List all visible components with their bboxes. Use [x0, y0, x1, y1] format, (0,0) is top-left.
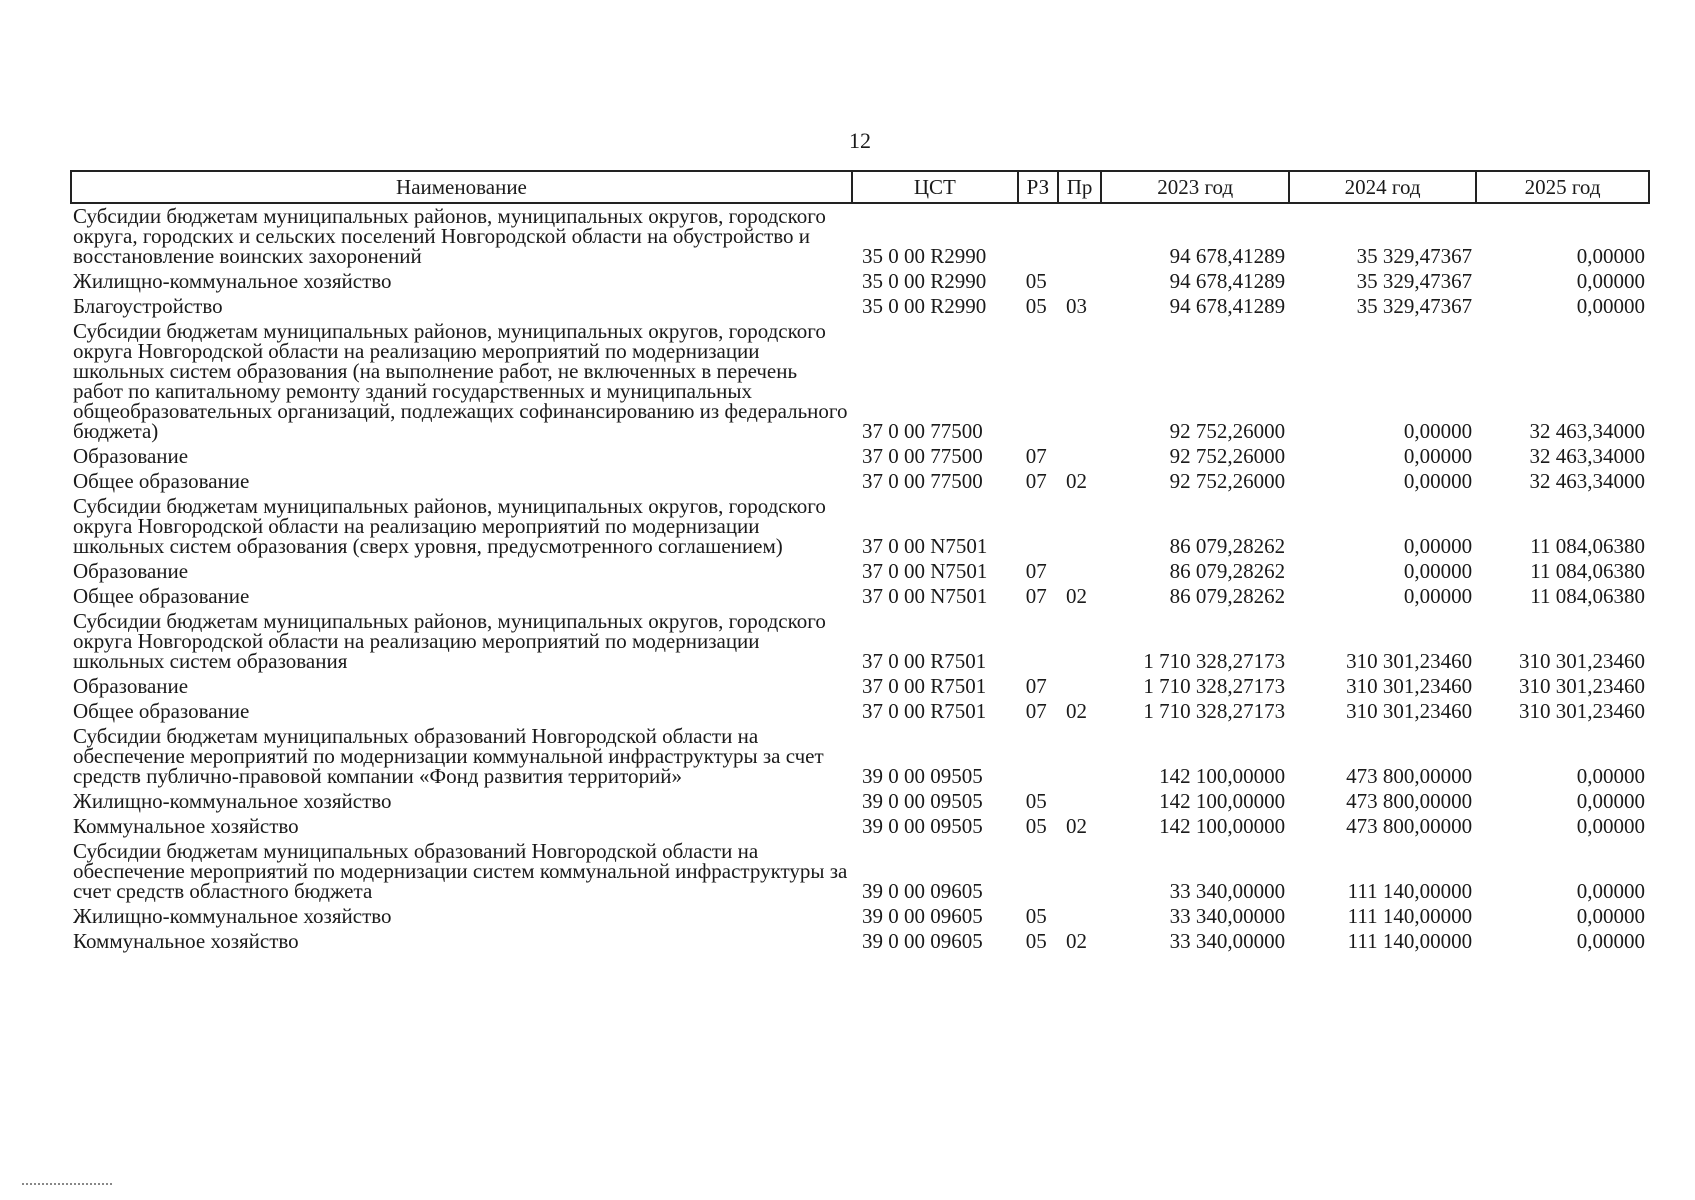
- cell-2023: 142 100,00000: [1159, 814, 1286, 838]
- cell-rz: 07: [1025, 699, 1047, 723]
- header-name: Наименование: [71, 171, 852, 203]
- cell-rz: 07: [1025, 444, 1047, 468]
- cell-rz: [1018, 724, 1058, 789]
- cell-2024: 0,00000: [1403, 469, 1473, 493]
- cell-pr: 02: [1065, 584, 1087, 608]
- cell-2024: 310 301,23460: [1346, 674, 1473, 698]
- cell-rz: 07: [1025, 584, 1047, 608]
- cell-2025: 32 463,34000: [1529, 419, 1645, 443]
- cell-pr: 03: [1065, 294, 1087, 318]
- cell-name: Жилищно-коммунальное хозяйство: [73, 904, 392, 928]
- table-row: [71, 674, 1649, 699]
- cell-2023: 1 710 328,27173: [1143, 649, 1286, 673]
- table-row: [71, 789, 1649, 814]
- cell-2025: 11 084,06380: [1530, 559, 1645, 583]
- table-row: [71, 203, 1649, 269]
- cell-rz: [1018, 839, 1058, 904]
- cell-cst: 35 0 00 R2990: [861, 244, 987, 268]
- cell-cst: 35 0 00 R2990: [861, 269, 987, 293]
- cell-name: Субсидии бюджетам муниципальных образований Новгородской области на обеспечение мероприятий по модернизации систем коммунальной инфраструктуры за счет средств областного бюджета: [73, 839, 848, 903]
- header-pr: Пр: [1058, 171, 1101, 203]
- cell-name: Образование: [73, 674, 189, 698]
- cell-rz: 07: [1025, 469, 1047, 493]
- table-row: [71, 319, 1649, 444]
- cell-pr: [1058, 904, 1101, 929]
- cell-pr: 02: [1065, 469, 1087, 493]
- cell-2025: 310 301,23460: [1519, 674, 1645, 698]
- cell-2024: 473 800,00000: [1346, 764, 1473, 788]
- cell-2024: 0,00000: [1403, 419, 1473, 443]
- cell-2025: 0,00000: [1576, 269, 1645, 293]
- cell-2023: 94 678,41289: [1169, 244, 1286, 268]
- cell-name: Образование: [73, 444, 189, 468]
- cell-2024: 0,00000: [1403, 534, 1473, 558]
- cell-pr: [1058, 444, 1101, 469]
- cell-pr: [1058, 724, 1101, 789]
- cell-2024: 310 301,23460: [1346, 699, 1473, 723]
- cell-rz: [1018, 609, 1058, 674]
- cell-name: Коммунальное хозяйство: [73, 929, 299, 953]
- cell-rz: 05: [1025, 269, 1047, 293]
- scan-artifact-line: [22, 1183, 112, 1185]
- cell-cst: 39 0 00 09505: [861, 789, 983, 813]
- cell-2025: 0,00000: [1576, 789, 1645, 813]
- cell-2025: 32 463,34000: [1529, 469, 1645, 493]
- cell-cst: 37 0 00 R7501: [861, 649, 987, 673]
- cell-cst: 39 0 00 09505: [861, 764, 983, 788]
- cell-2024: 35 329,47367: [1356, 294, 1473, 318]
- cell-name: Субсидии бюджетам муниципальных районов, муниципальных округов, городского округа, городских и сельских поселений Новгородской области на обустройство и восстановление воинских захоронений: [73, 204, 826, 268]
- cell-rz: [1018, 203, 1058, 269]
- table-row: [71, 814, 1649, 839]
- cell-2024: 0,00000: [1403, 584, 1473, 608]
- table-row: [71, 584, 1649, 609]
- cell-name: Общее образование: [73, 699, 250, 723]
- cell-2023: 1 710 328,27173: [1143, 699, 1286, 723]
- cell-2025: 0,00000: [1576, 929, 1645, 953]
- cell-2023: 142 100,00000: [1159, 764, 1286, 788]
- cell-cst: 37 0 00 R7501: [861, 674, 987, 698]
- cell-cst: 39 0 00 09605: [861, 904, 983, 928]
- cell-rz: 05: [1025, 929, 1047, 953]
- header-2024: 2024 год: [1289, 171, 1476, 203]
- cell-name: Образование: [73, 559, 189, 583]
- cell-2024: 310 301,23460: [1346, 649, 1473, 673]
- table-row: [71, 609, 1649, 674]
- cell-2023: 86 079,28262: [1169, 559, 1286, 583]
- cell-2023: 92 752,26000: [1169, 469, 1286, 493]
- cell-2023: 1 710 328,27173: [1143, 674, 1286, 698]
- cell-cst: 37 0 00 R7501: [861, 699, 987, 723]
- header-2025: 2025 год: [1476, 171, 1649, 203]
- cell-2025: 0,00000: [1576, 294, 1645, 318]
- cell-cst: 39 0 00 09605: [861, 879, 983, 903]
- cell-2023: 94 678,41289: [1169, 269, 1286, 293]
- cell-2025: 310 301,23460: [1519, 649, 1645, 673]
- cell-2024: 0,00000: [1403, 444, 1473, 468]
- cell-2024: 111 140,00000: [1347, 929, 1473, 953]
- cell-rz: 05: [1025, 789, 1047, 813]
- cell-rz: 05: [1025, 904, 1047, 928]
- cell-rz: [1018, 494, 1058, 559]
- table-row: [71, 724, 1649, 789]
- header-row: [71, 171, 1649, 203]
- table-body: [71, 203, 1649, 954]
- cell-2023: 92 752,26000: [1169, 419, 1286, 443]
- header-cst: ЦСТ: [852, 171, 1018, 203]
- cell-rz: 07: [1025, 674, 1047, 698]
- cell-pr: [1058, 494, 1101, 559]
- cell-2025: 11 084,06380: [1530, 584, 1645, 608]
- cell-rz: 05: [1025, 814, 1047, 838]
- cell-2025: 11 084,06380: [1530, 534, 1645, 558]
- cell-cst: 39 0 00 09505: [861, 814, 983, 838]
- cell-2024: 473 800,00000: [1346, 814, 1473, 838]
- table-row: [71, 839, 1649, 904]
- cell-pr: [1058, 674, 1101, 699]
- cell-2024: 473 800,00000: [1346, 789, 1473, 813]
- cell-2024: 111 140,00000: [1347, 879, 1473, 903]
- cell-2025: 0,00000: [1576, 879, 1645, 903]
- cell-pr: 02: [1065, 814, 1087, 838]
- cell-name: Субсидии бюджетам муниципальных районов, муниципальных округов, городского округа Новгородской области на реализацию мероприятий по модернизации школьных систем образования: [73, 609, 826, 673]
- cell-name: Жилищно-коммунальное хозяйство: [73, 269, 392, 293]
- cell-2025: 310 301,23460: [1519, 699, 1645, 723]
- cell-pr: [1058, 609, 1101, 674]
- cell-pr: 02: [1065, 929, 1087, 953]
- budget-table: [70, 170, 1650, 954]
- cell-rz: 05: [1025, 294, 1047, 318]
- cell-name: Благоустройство: [73, 294, 223, 318]
- cell-name: Субсидии бюджетам муниципальных районов, муниципальных округов, городского округа Новгородской области на реализацию мероприятий по модернизации школьных систем образования (сверх уровня, предусмотренного соглашением): [73, 494, 826, 558]
- cell-2024: 111 140,00000: [1347, 904, 1473, 928]
- cell-name: Жилищно-коммунальное хозяйство: [73, 789, 392, 813]
- cell-pr: [1058, 203, 1101, 269]
- cell-cst: 35 0 00 R2990: [861, 294, 987, 318]
- table-row: [71, 444, 1649, 469]
- cell-2023: 86 079,28262: [1169, 584, 1286, 608]
- cell-2025: 0,00000: [1576, 814, 1645, 838]
- cell-2025: 0,00000: [1576, 764, 1645, 788]
- table-row: [71, 494, 1649, 559]
- table-row: [71, 294, 1649, 319]
- table-row: [71, 269, 1649, 294]
- table-row: [71, 559, 1649, 584]
- cell-rz: [1018, 319, 1058, 444]
- table-row: [71, 929, 1649, 954]
- cell-cst: 39 0 00 09605: [861, 929, 983, 953]
- header-rz: РЗ: [1018, 171, 1058, 203]
- cell-pr: [1058, 839, 1101, 904]
- cell-2024: 0,00000: [1403, 559, 1473, 583]
- cell-name: Общее образование: [73, 584, 250, 608]
- cell-pr: [1058, 269, 1101, 294]
- cell-2023: 33 340,00000: [1169, 929, 1286, 953]
- cell-pr: [1058, 559, 1101, 584]
- cell-2025: 32 463,34000: [1529, 444, 1645, 468]
- cell-2023: 33 340,00000: [1169, 879, 1286, 903]
- cell-2023: 33 340,00000: [1169, 904, 1286, 928]
- cell-name: Коммунальное хозяйство: [73, 814, 299, 838]
- cell-name: Общее образование: [73, 469, 250, 493]
- cell-pr: [1058, 319, 1101, 444]
- cell-2024: 35 329,47367: [1356, 269, 1473, 293]
- cell-2023: 142 100,00000: [1159, 789, 1286, 813]
- cell-2023: 92 752,26000: [1169, 444, 1286, 468]
- cell-name: Субсидии бюджетам муниципальных образований Новгородской области на обеспечение мероприятий по модернизации коммунальной инфраструктуры за счет средств публично-правовой компании «Фонд развития территорий»: [73, 724, 824, 788]
- cell-cst: 37 0 00 77500: [861, 419, 983, 443]
- table-row: [71, 904, 1649, 929]
- cell-rz: 07: [1025, 559, 1047, 583]
- cell-cst: 37 0 00 N7501: [861, 534, 988, 558]
- table-header: [71, 171, 1649, 203]
- cell-2023: 86 079,28262: [1169, 534, 1286, 558]
- cell-2025: 0,00000: [1576, 244, 1645, 268]
- page-number: 12: [849, 128, 871, 153]
- cell-pr: 02: [1065, 699, 1087, 723]
- cell-cst: 37 0 00 N7501: [861, 584, 988, 608]
- cell-2024: 35 329,47367: [1356, 244, 1473, 268]
- cell-cst: 37 0 00 N7501: [861, 559, 988, 583]
- cell-name: Субсидии бюджетам муниципальных районов, муниципальных округов, городского округа Новгородской области на реализацию мероприятий по модернизации школьных систем образования (на выполнение работ, не включенных в перечень работ по капитальному ремонту зданий государственных и муниципальных общеобразовательных организаций, подлежащих софинансированию из федерального бюджета): [73, 319, 848, 443]
- table-row: [71, 699, 1649, 724]
- header-2023: 2023 год: [1101, 171, 1289, 203]
- cell-2025: 0,00000: [1576, 904, 1645, 928]
- cell-2023: 94 678,41289: [1169, 294, 1286, 318]
- cell-cst: 37 0 00 77500: [861, 469, 983, 493]
- table-row: [71, 469, 1649, 494]
- cell-pr: [1058, 789, 1101, 814]
- cell-cst: 37 0 00 77500: [861, 444, 983, 468]
